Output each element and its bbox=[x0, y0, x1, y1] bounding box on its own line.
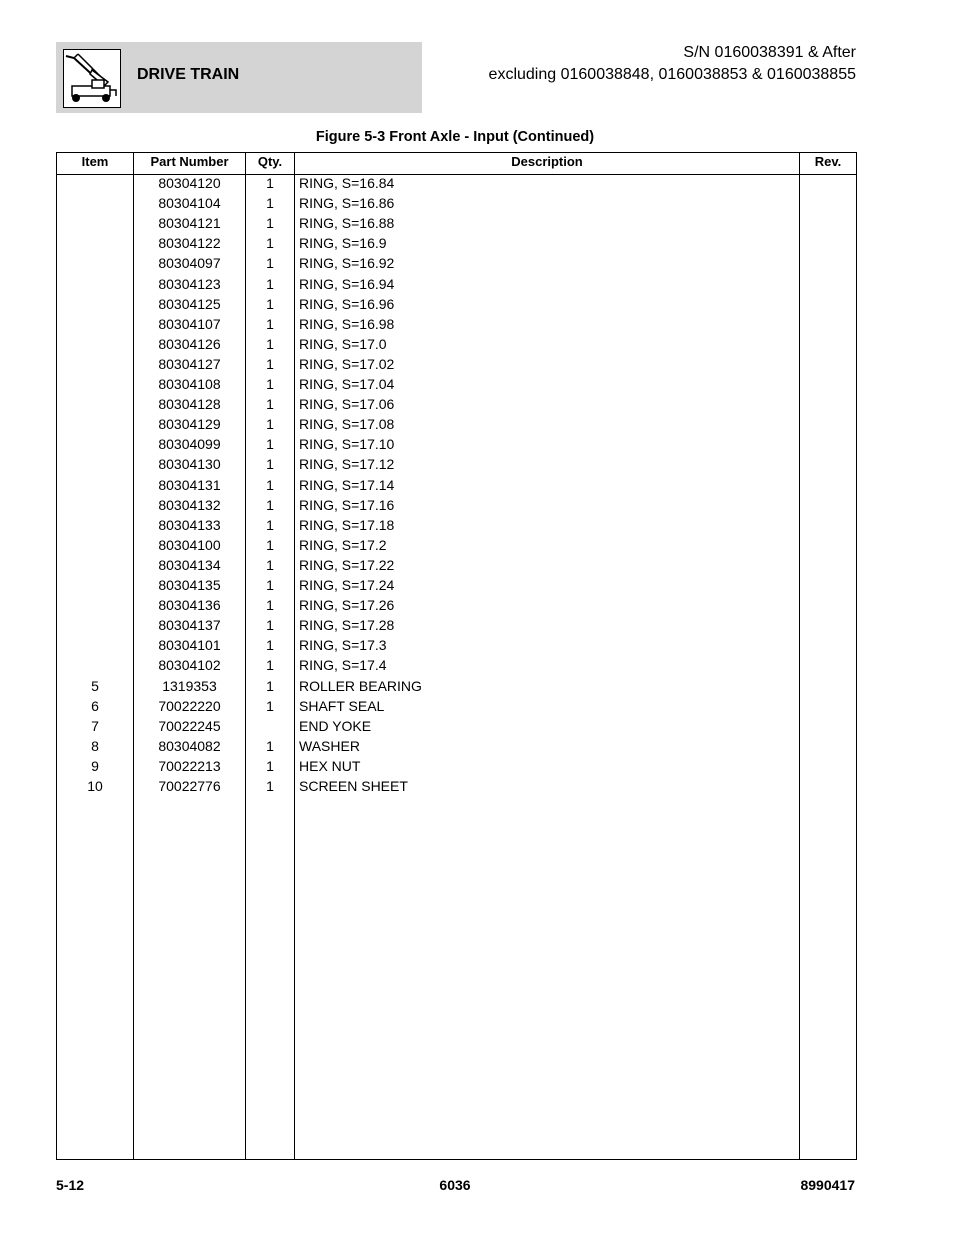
qty-cell: 1 bbox=[266, 335, 274, 352]
part-number-cell: 80304135 bbox=[158, 577, 221, 593]
qty-cell: 1 bbox=[266, 436, 274, 453]
part-number-cell: 80304122 bbox=[158, 235, 221, 252]
part-number-cell: 80304104 bbox=[158, 195, 221, 212]
part-number-cell: 80304137 bbox=[158, 617, 221, 634]
description-cell: WASHER bbox=[299, 737, 360, 754]
table-row bbox=[57, 756, 856, 776]
description-cell: RING, S=16.86 bbox=[299, 195, 395, 212]
table-row bbox=[57, 736, 856, 756]
table-row bbox=[57, 655, 856, 675]
part-number-cell: 80304120 bbox=[158, 175, 221, 191]
table-row bbox=[57, 354, 856, 374]
description-cell: RING, S=16.96 bbox=[299, 295, 395, 312]
part-number-cell: 80304108 bbox=[158, 376, 221, 392]
description-cell: RING, S=17.0 bbox=[299, 335, 387, 352]
description-cell: RING, S=17.02 bbox=[299, 355, 395, 372]
item-cell: 9 bbox=[91, 757, 99, 774]
item-cell: 8 bbox=[91, 737, 99, 754]
table-row bbox=[57, 394, 856, 414]
model-number: 6036 bbox=[439, 1177, 471, 1193]
description-cell: RING, S=17.2 bbox=[299, 536, 387, 553]
part-number-cell: 80304099 bbox=[158, 436, 221, 453]
qty-cell: 1 bbox=[266, 355, 274, 372]
description-cell: RING, S=17.26 bbox=[299, 597, 395, 614]
qty-cell: 1 bbox=[266, 175, 274, 191]
figure-title: Figure 5-3 Front Axle - Input (Continued) bbox=[315, 129, 595, 145]
table-row bbox=[57, 213, 856, 233]
serial-range bbox=[489, 42, 856, 86]
qty-cell: 1 bbox=[266, 215, 274, 232]
part-number-cell: 80304136 bbox=[158, 597, 221, 614]
description-cell: RING, S=16.98 bbox=[299, 315, 395, 332]
part-number-cell: 80304100 bbox=[158, 536, 221, 553]
parts-table bbox=[56, 152, 857, 1160]
part-number-cell: 80304126 bbox=[158, 335, 221, 352]
qty-cell: 1 bbox=[266, 516, 274, 533]
description-cell: RING, S=17.18 bbox=[299, 516, 395, 533]
qty-cell: 1 bbox=[266, 757, 274, 774]
table-row bbox=[57, 776, 856, 796]
header-item: Item bbox=[81, 154, 109, 169]
part-number-cell: 80304132 bbox=[158, 496, 221, 513]
description-cell: RING, S=17.06 bbox=[299, 396, 395, 413]
header-part-number: Part Number bbox=[150, 154, 229, 169]
description-cell: RING, S=17.10 bbox=[299, 436, 395, 453]
description-cell: RING, S=17.08 bbox=[299, 416, 395, 433]
qty-cell: 1 bbox=[266, 637, 274, 654]
qty-cell: 1 bbox=[266, 617, 274, 634]
part-number-cell: 80304101 bbox=[158, 637, 221, 654]
part-number-cell: 80304107 bbox=[158, 315, 221, 332]
description-cell: END YOKE bbox=[299, 717, 372, 734]
part-number-cell: 1319353 bbox=[162, 677, 217, 694]
part-number-cell: 70022776 bbox=[158, 778, 221, 794]
description-cell: RING, S=16.84 bbox=[299, 175, 395, 191]
description-cell: RING, S=16.92 bbox=[299, 255, 395, 272]
item-cell: 5 bbox=[91, 677, 99, 694]
item-cell: 7 bbox=[91, 717, 99, 734]
serial-line-1: S/N 0160038391 & After bbox=[683, 44, 856, 61]
description-cell: RING, S=16.94 bbox=[299, 275, 395, 292]
part-number-cell: 80304128 bbox=[158, 396, 221, 413]
qty-cell: 1 bbox=[266, 235, 274, 252]
part-number-cell: 80304133 bbox=[158, 516, 221, 533]
table-row bbox=[57, 374, 856, 394]
table-row bbox=[57, 314, 856, 334]
qty-cell: 1 bbox=[266, 657, 274, 674]
table-row bbox=[57, 696, 856, 716]
qty-cell: 1 bbox=[266, 315, 274, 332]
description-cell: SCREEN SHEET bbox=[299, 778, 408, 794]
qty-cell: 1 bbox=[266, 456, 274, 473]
scissor-lift-icon bbox=[64, 50, 120, 107]
description-cell: RING, S=17.04 bbox=[299, 376, 395, 392]
part-number-cell: 80304097 bbox=[158, 255, 221, 272]
qty-cell: 1 bbox=[266, 255, 274, 272]
part-number-cell: 80304129 bbox=[158, 416, 221, 433]
description-cell: RING, S=17.22 bbox=[299, 556, 395, 573]
table-row bbox=[57, 454, 856, 474]
table-row bbox=[57, 495, 856, 515]
qty-cell: 1 bbox=[266, 577, 274, 593]
table-row bbox=[57, 334, 856, 354]
description-cell: HEX NUT bbox=[299, 757, 361, 774]
description-cell: RING, S=17.4 bbox=[299, 657, 387, 674]
qty-cell: 1 bbox=[266, 737, 274, 754]
table-row bbox=[57, 253, 856, 273]
qty-cell: 1 bbox=[266, 376, 274, 392]
qty-cell: 1 bbox=[266, 195, 274, 212]
qty-cell: 1 bbox=[266, 556, 274, 573]
item-cell: 10 bbox=[87, 778, 103, 794]
table-row bbox=[57, 193, 856, 213]
qty-cell: 1 bbox=[266, 677, 274, 694]
section-title: DRIVE TRAIN bbox=[137, 66, 240, 83]
table-row bbox=[57, 414, 856, 434]
table-row bbox=[57, 233, 856, 253]
table-row bbox=[57, 555, 856, 575]
header-description: Description bbox=[511, 154, 583, 169]
part-number-cell: 70022220 bbox=[158, 697, 221, 714]
table-row bbox=[57, 676, 856, 696]
qty-cell: 1 bbox=[266, 275, 274, 292]
description-cell: RING, S=16.88 bbox=[299, 215, 395, 232]
qty-cell: 1 bbox=[266, 396, 274, 413]
header-rev: Rev. bbox=[814, 154, 842, 169]
table-row bbox=[57, 595, 856, 615]
description-cell: RING, S=17.14 bbox=[299, 476, 395, 493]
section-logo bbox=[63, 49, 121, 108]
part-number-cell: 80304123 bbox=[158, 275, 221, 292]
part-number-cell: 80304121 bbox=[158, 215, 221, 232]
description-cell: SHAFT SEAL bbox=[299, 697, 385, 714]
part-number-cell: 80304130 bbox=[158, 456, 221, 473]
description-cell: RING, S=17.24 bbox=[299, 577, 395, 593]
table-row bbox=[57, 475, 856, 495]
table-row bbox=[57, 535, 856, 555]
description-cell: ROLLER BEARING bbox=[299, 677, 422, 694]
qty-cell: 1 bbox=[266, 476, 274, 493]
table-row bbox=[57, 294, 856, 314]
qty-cell: 1 bbox=[266, 295, 274, 312]
qty-cell: 1 bbox=[266, 778, 274, 794]
table-row bbox=[57, 173, 856, 193]
part-number-cell: 70022245 bbox=[158, 717, 221, 734]
description-cell: RING, S=17.28 bbox=[299, 617, 395, 634]
part-number-cell: 80304134 bbox=[158, 556, 221, 573]
page-number: 5-12 bbox=[56, 1177, 85, 1193]
part-number-cell: 80304127 bbox=[158, 355, 221, 372]
description-cell: RING, S=17.3 bbox=[299, 637, 387, 654]
table-row bbox=[57, 716, 856, 736]
part-number-cell: 70022213 bbox=[158, 757, 221, 774]
header-qty: Qty. bbox=[257, 154, 283, 169]
description-cell: RING, S=17.16 bbox=[299, 496, 395, 513]
part-number-cell: 80304125 bbox=[158, 295, 221, 312]
table-row bbox=[57, 515, 856, 535]
part-number-cell: 80304131 bbox=[158, 476, 221, 493]
document-number: 8990417 bbox=[800, 1177, 855, 1193]
qty-cell: 1 bbox=[266, 597, 274, 614]
table-row bbox=[57, 274, 856, 294]
table-row bbox=[57, 575, 856, 595]
description-cell: RING, S=17.12 bbox=[299, 456, 395, 473]
qty-cell: 1 bbox=[266, 416, 274, 433]
qty-cell: 1 bbox=[266, 536, 274, 553]
table-row bbox=[57, 615, 856, 635]
qty-cell: 1 bbox=[266, 496, 274, 513]
table-row bbox=[57, 635, 856, 655]
table-row bbox=[57, 434, 856, 454]
description-cell: RING, S=16.9 bbox=[299, 235, 387, 252]
qty-cell: 1 bbox=[266, 697, 274, 714]
part-number-cell: 80304102 bbox=[158, 657, 221, 674]
serial-line-2: excluding 0160038848, 0160038853 & 0160038855 bbox=[488, 66, 856, 83]
part-number-cell: 80304082 bbox=[158, 737, 221, 754]
item-cell: 6 bbox=[91, 697, 99, 714]
